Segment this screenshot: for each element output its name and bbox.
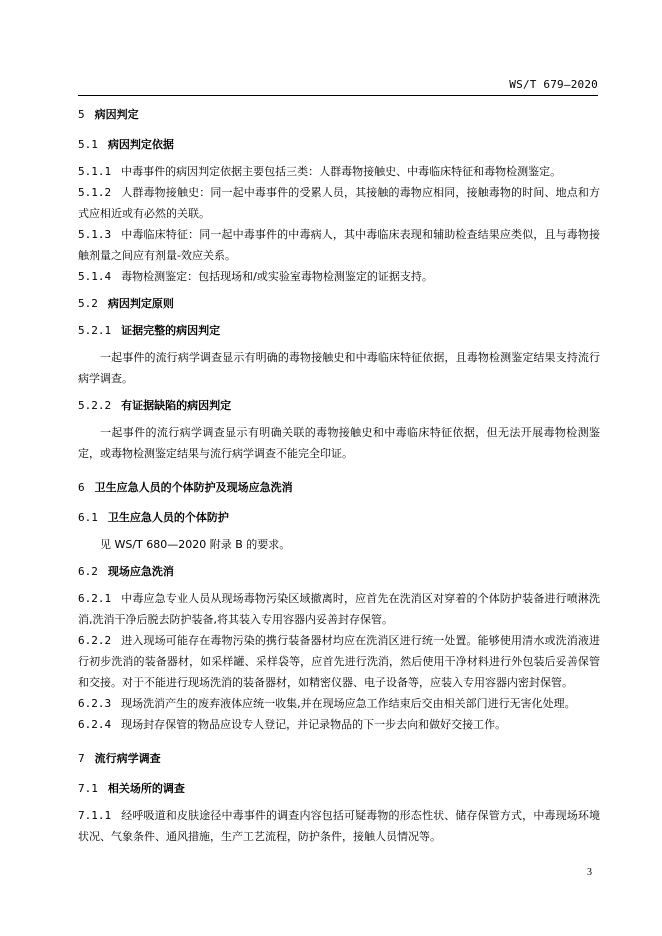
- section-5-heading: [78, 104, 600, 125]
- clause-number: 5.1.4: [78, 270, 112, 283]
- clause-text: 经呼吸道和皮肤途径中毒事件的调查内容包括可疑毒物的形态性状、储存保管方式，中毒现场环境状况、气象条件、通风措施，生产工艺流程，防护条件，接触人员情况等。: [78, 809, 600, 843]
- clause-text: 人群毒物接触史：同一起中毒事件的受累人员，其接触的毒物应相同，接触毒物的时间、地点和方式应相近或有必然的关联。: [78, 186, 600, 220]
- clause-number: 6.2.2: [78, 634, 112, 647]
- clause-number: 5.1.1: [78, 165, 112, 178]
- clause-text: 中毒临床特征：同一起中毒事件的中毒病人，其中毒临床表现和辅助检查结果应类似，且与毒物接触剂量之间应有剂量-效应关系。: [78, 228, 600, 262]
- standard-code: WS/T 679—2020: [509, 78, 598, 91]
- clause-5-1-1: [78, 161, 600, 182]
- section-title: 证据完整的病因判定: [121, 324, 221, 337]
- clause-number: 6.2.3: [78, 697, 112, 710]
- clause-5-1-4: [78, 266, 600, 287]
- clause-text: 进入现场可能存在毒物污染的携行装备器材均应在洗消区进行统一处置。能够使用清水或洗消液进行初步洗消的装备器材，如采样罐、采样袋等，应首先进行洗消，然后使用干净材料进行外包装后妥善保管和交接。对于不能进行现场洗消的装备器材，如精密仪器、电子设备等，应装入专用容器内密封保管。: [78, 634, 600, 689]
- clause-text: 现场洗消产生的废弃液体应统一收集,并在现场应急工作结束后交由相关部门进行无害化处理。: [121, 697, 576, 710]
- paragraph-6-1: 见 WS/T 680—2020 附录 B 的要求。: [100, 538, 291, 551]
- section-5-2-1-heading: [78, 320, 600, 341]
- section-7-1-heading: [78, 778, 600, 799]
- section-number: 7: [78, 752, 85, 765]
- clause-6-2-1: [78, 588, 600, 630]
- clause-text: 现场封存保管的物品应设专人登记，并记录物品的下一步去向和做好交接工作。: [121, 718, 507, 731]
- clause-7-1-1: [78, 805, 600, 847]
- clause-number: 5.1.2: [78, 186, 112, 199]
- section-number: 7.1: [78, 782, 98, 795]
- section-6-1-heading: [78, 507, 600, 528]
- section-number: 6: [78, 481, 85, 494]
- section-5-2-2-heading: [78, 395, 600, 416]
- section-number: 5.1: [78, 138, 98, 151]
- section-5-1-heading: [78, 134, 600, 155]
- clause-text: 毒物检测鉴定：包括现场和/或实验室毒物检测鉴定的证据支持。: [121, 270, 433, 283]
- clause-6-2-4: [78, 714, 600, 735]
- section-title: 现场应急洗消: [107, 565, 174, 578]
- clause-text: 中毒应急专业人员从现场毒物污染区域撤离时，应首先在洗消区对穿着的个体防护装备进行喷淋洗消,洗消干净后脱去防护装备,将其装入专用容器内妥善封存保管。: [78, 592, 600, 626]
- clause-number: 5.1.3: [78, 228, 112, 241]
- section-number: 5: [78, 108, 85, 121]
- section-5-2-heading: [78, 293, 600, 314]
- section-number: 6.1: [78, 511, 98, 524]
- section-title: 卫生应急人员的个体防护: [107, 511, 229, 524]
- clause-number: 7.1.1: [78, 809, 112, 822]
- clause-6-2-2: [78, 630, 600, 693]
- section-number: 6.2: [78, 565, 98, 578]
- clause-5-1-3: [78, 224, 600, 266]
- section-6-heading: [78, 477, 600, 498]
- section-7-heading: [78, 748, 600, 769]
- page-number: 3: [587, 867, 592, 878]
- section-title: 病因判定: [94, 108, 139, 121]
- section-number: 5.2.2: [78, 399, 112, 412]
- clause-5-1-2: [78, 182, 600, 224]
- section-title: 有证据缺陷的病因判定: [121, 399, 232, 412]
- paragraph-5-2-1: 一起事件的流行病学调查显示有明确的毒物接触史和中毒临床特征依据，且毒物检测鉴定结果支持流行病学调查。: [78, 351, 600, 385]
- section-title: 卫生应急人员的个体防护及现场应急洗消: [94, 481, 293, 494]
- section-number: 5.2.1: [78, 324, 112, 337]
- clause-number: 6.2.4: [78, 718, 112, 731]
- section-title: 病因判定依据: [107, 138, 174, 151]
- clause-text: 中毒事件的病因判定依据主要包括三类：人群毒物接触史、中毒临床特征和毒物检测鉴定。: [121, 165, 562, 178]
- paragraph-5-2-2: 一起事件的流行病学调查显示有明确关联的毒物接触史和中毒临床特征依据，但无法开展毒物检测鉴定，或毒物检测鉴定结果与流行病学调查不能完全印证。: [78, 426, 600, 460]
- clause-6-2-3: [78, 693, 600, 714]
- clause-number: 6.2.1: [78, 592, 112, 605]
- section-6-2-heading: [78, 561, 600, 582]
- section-title: 相关场所的调查: [107, 782, 185, 795]
- document-body: [78, 104, 600, 847]
- header-rule: [78, 95, 598, 96]
- section-number: 5.2: [78, 297, 98, 310]
- section-title: 流行病学调查: [94, 752, 161, 765]
- section-title: 病因判定原则: [107, 297, 174, 310]
